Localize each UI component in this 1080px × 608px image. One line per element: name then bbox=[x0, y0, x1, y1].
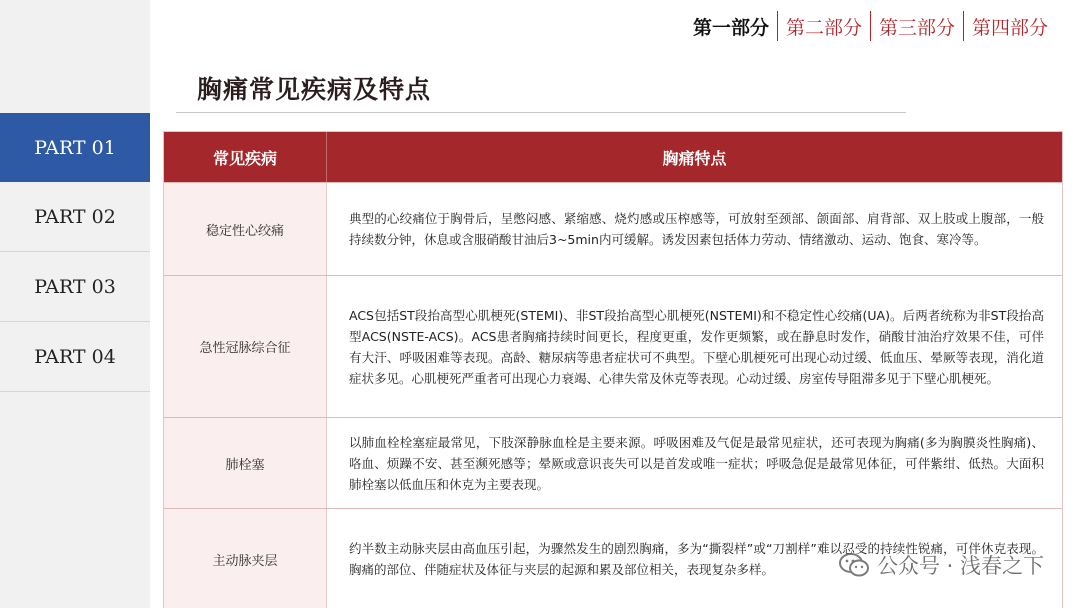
table-row bbox=[164, 182, 1062, 275]
disease-feature: 以肺血栓栓塞症最常见，下肢深静脉血栓是主要来源。呼吸困难及气促是最常见症状，还可表现为胸痛(多为胸膜炎性胸痛)、咯血、烦躁不安、甚至濒死感等；晕厥或意识丧失可以是首发或唯一症状；呼吸急促是最常见体征，可伴紫绀、低热。大面积肺栓塞以低血压和休克为主要表现。 bbox=[349, 434, 1044, 492]
sidebar-item-part-04[interactable]: PART 04 bbox=[0, 323, 150, 392]
wechat-icon bbox=[839, 552, 869, 578]
nav-item-part-2[interactable]: 第二部分 bbox=[785, 16, 862, 39]
header-disease: 常见疾病 bbox=[164, 132, 327, 182]
disease-feature: 典型的心绞痛位于胸骨后，呈憋闷感、紧缩感、烧灼感或压榨感等，可放射至颈部、颌面部、肩背部、双上肢或上腹部，一般持续数分钟，休息或含服硝酸甘油后3~5min内可缓解。诱发因素包括体力劳动、情绪激动、运动、饱食、寒冷等。 bbox=[349, 211, 1044, 247]
disease-name: 主动脉夹层 bbox=[164, 509, 327, 608]
disease-name: 急性冠脉综合征 bbox=[164, 276, 327, 417]
top-navigation bbox=[685, 8, 1056, 44]
table-row bbox=[164, 417, 1062, 508]
sidebar-item-part-01[interactable]: PART 01 bbox=[0, 113, 150, 182]
disease-table bbox=[163, 131, 1063, 608]
nav-item-part-4[interactable]: 第四部分 bbox=[971, 16, 1048, 39]
header-feature: 胸痛特点 bbox=[662, 148, 727, 168]
disease-name: 稳定性心绞痛 bbox=[164, 183, 327, 275]
nav-item-part-3[interactable]: 第三部分 bbox=[878, 16, 955, 39]
sidebar-item-part-03[interactable]: PART 03 bbox=[0, 253, 150, 322]
disease-feature: ACS包括ST段抬高型心肌梗死(STEMI)、非ST段抬高型心肌梗死(NSTEMI)和不稳定性心绞痛(UA)。后两者统称为非ST段抬高型ACS(NSTE-ACS)。ACS患者胸痛持续时间更长，程度更重，发作更频繁，或在静息时发作，硝酸甘油治疗效果不佳，可伴有大汗、呼吸困难等表现。高龄、糖尿病等患者症状可不典型。下壁心肌梗死可出现心动过缓、低血压、晕厥等表现，消化道症状多见。心肌梗死严重者可出现心力衰竭、心律失常及休克等表现。心动过缓、房室传导阻滞多见于下壁心肌梗死。 bbox=[349, 307, 1044, 386]
sidebar-item-part-02[interactable]: PART 02 bbox=[0, 183, 150, 252]
table-header bbox=[164, 132, 1062, 182]
disease-name: 肺栓塞 bbox=[164, 418, 327, 508]
disease-feature: 约半数主动脉夹层由高血压引起，为骤然发生的剧烈胸痛，多为“撕裂样”或“刀割样”难以忍受的持续性锐痛，可伴休克表现。胸痛的部位、伴随症状及体征与夹层的起源和累及部位相关，表现复杂多样。 bbox=[349, 541, 1044, 577]
page-title: 胸痛常见疾病及特点 bbox=[197, 75, 432, 104]
nav-item-part-1[interactable]: 第一部分 bbox=[692, 16, 769, 39]
watermark bbox=[839, 550, 1044, 580]
watermark-text: 公众号 · 浅春之下 bbox=[876, 554, 1044, 578]
sidebar bbox=[0, 0, 150, 608]
title-underline bbox=[176, 112, 906, 113]
table-row bbox=[164, 275, 1062, 417]
